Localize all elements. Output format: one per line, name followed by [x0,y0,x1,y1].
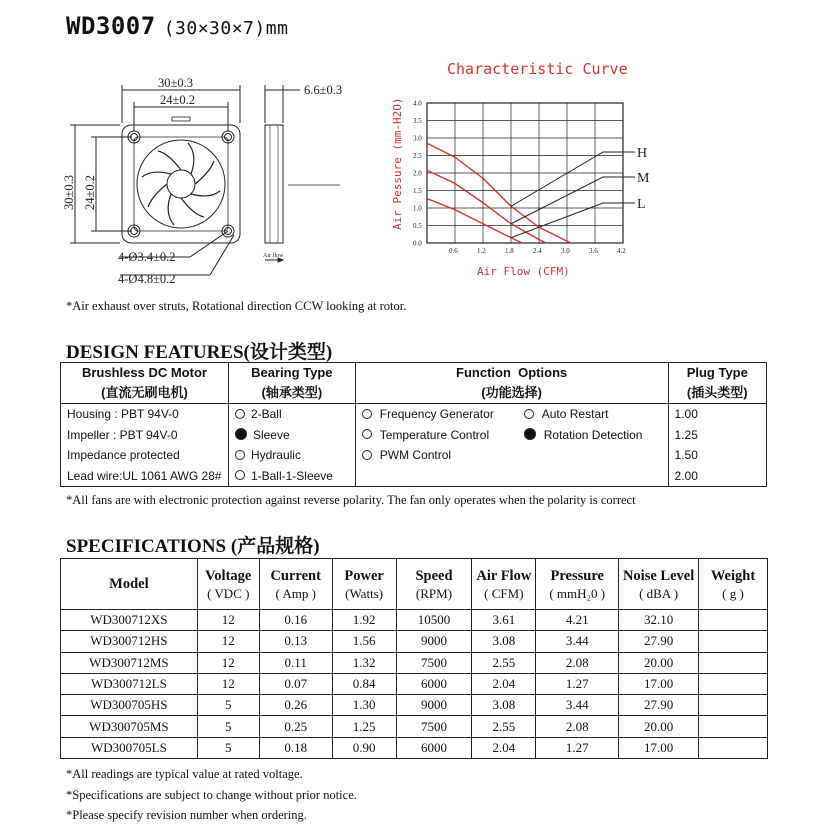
model-cell: WD300712XS [61,610,198,631]
footer-note: *All readings are typical value at rated voltage. [66,767,303,781]
x-tick-label: 3.0 [561,247,570,255]
table-row [61,610,768,631]
legend-label-h: H [637,146,648,161]
model-cell: WD300705LS [61,737,198,758]
x-tick-label: 0.6 [449,247,458,255]
spec-value-cell: 0.84 [332,673,396,694]
radio-icon [362,409,372,419]
dim-hole-small: 4-Ø3.4±0.2 [118,250,176,264]
x-tick-label: 2.4 [533,247,542,255]
bearing-option-2-ball[interactable]: 2-Ball [229,404,355,425]
spec-value-cell: 0.16 [259,610,332,631]
spec-value-cell: 7500 [396,652,472,673]
plug-option: 1.00 [674,407,698,421]
spec-value-cell [699,610,768,631]
radio-icon [235,409,245,419]
header-function: Function Options (功能选择) [355,363,668,404]
y-tick-label: 4.0 [413,99,422,108]
spec-value-cell: 1.92 [332,610,396,631]
spec-value-cell [699,695,768,716]
spec-value-cell [699,652,768,673]
function-option-temperature-control[interactable]: Temperature Control [362,425,524,446]
chart-ylabel: Air Pessure (mm-H2O) [391,97,404,230]
x-tick-label: 3.6 [589,247,598,255]
model-name: WD3007 [66,12,156,40]
header-bearing: Bearing Type (轴承类型) [228,363,355,404]
motor-spec-item: Lead wire:UL 1061 AWG 28# [67,468,222,483]
spec-value-cell: 1.27 [536,737,619,758]
exhaust-note: *Air exhaust over struts, Rotational direction CCW looking at rotor. [66,299,407,313]
spec-value-cell: 0.13 [259,631,332,652]
spec-value-cell: 7500 [396,716,472,737]
spec-value-cell: 0.18 [259,737,332,758]
table-row [61,631,768,652]
y-tick-label: 0.5 [413,222,422,230]
y-tick-label: 1.5 [413,187,422,195]
spec-column-header: Noise Level ( dBA ) [619,559,699,610]
spec-value-cell: 9000 [396,695,472,716]
spec-value-cell: 9000 [396,631,472,652]
spec-value-cell: 12 [197,610,259,631]
y-tick-label: 2.5 [413,152,422,160]
legend-label-m: M [637,171,650,186]
spec-value-cell: 0.07 [259,673,332,694]
motor-spec-item: Impeller : PBT 94V-0 [67,427,178,442]
spec-column-header: Voltage ( VDC ) [197,559,259,610]
y-tick-label: 2.0 [413,169,422,178]
spec-value-cell: 27.90 [619,695,699,716]
spec-value-cell: 32.10 [619,610,699,631]
x-tick-label: 4.2 [617,247,626,255]
y-tick-label: 3.5 [413,117,422,125]
model-cell: WD300705MS [61,716,198,737]
dim-height-holes: 24±0.2 [83,175,97,210]
design-header-row [61,363,767,404]
table-row [61,673,768,694]
function-option-frequency-generator[interactable]: Frequency Generator [362,404,524,425]
spec-value-cell: 0.90 [332,737,396,758]
design-features-table [60,362,767,487]
spec-value-cell: 0.25 [259,716,332,737]
spec-value-cell: 20.00 [619,716,699,737]
spec-value-cell: 3.61 [472,610,536,631]
spec-value-cell: 2.08 [536,652,619,673]
footer-note: *Specifications are subject to change without prior notice. [66,787,357,802]
specifications-table [60,558,768,759]
specifications-heading: SPECIFICATIONS (产品规格) [66,536,320,557]
polarity-note: *All fans are with electronic protection against reverse polarity. The fan only operates when the polarity is correct [66,493,636,507]
spec-column-header: Air Flow ( CFM) [472,559,536,610]
chart-xlabel: Air Flow (CFM) [477,265,570,278]
model-cell: WD300705HS [61,695,198,716]
spec-value-cell: 0.26 [259,695,332,716]
spec-value-cell [699,631,768,652]
design-features-heading: DESIGN FEATURES(设计类型) [66,342,333,363]
motor-spec-item: Housing : PBT 94V-0 [67,407,179,421]
y-tick-label: 0.0 [413,239,422,248]
spec-column-header: Model [61,559,198,610]
legend-leader-m [511,177,635,224]
spec-value-cell: 10500 [396,610,472,631]
spec-value-cell: 2.55 [472,652,536,673]
series-line-h [427,143,571,243]
dim-width-holes: 24±0.2 [160,93,195,107]
legend-leader-h [511,152,635,206]
spec-value-cell: 1.25 [332,716,396,737]
spec-value-cell: 1.32 [332,652,396,673]
model-cell: WD300712HS [61,631,198,652]
function-option-rotation-detection[interactable]: Rotation Detection [524,428,643,442]
spec-value-cell: 17.00 [619,673,699,694]
header-motor: Brushless DC Motor (直流无刷电机) [61,363,229,404]
spec-value-cell: 3.08 [472,631,536,652]
footer-note: *Please specify revision number when ordering. [66,808,307,822]
motor-specs [61,404,229,487]
radio-selected-icon [524,428,536,440]
table-row [61,716,768,737]
bearing-option-1-ball-1-sleeve[interactable]: 1-Ball-1-Sleeve [229,466,355,487]
plug-option: 2.00 [674,468,698,483]
y-tick-label: 1.0 [413,204,422,213]
function-option-pwm-control[interactable]: PWM Control [362,448,451,462]
radio-icon [524,409,534,419]
spec-column-header: Weight ( g ) [699,559,768,610]
spec-value-cell: 3.08 [472,695,536,716]
spec-value-cell [699,737,768,758]
mechanical-drawing [60,75,380,290]
spec-value-cell: 12 [197,631,259,652]
spec-value-cell: 2.08 [536,716,619,737]
air-flow-label: Air flow [263,253,284,259]
spec-header-row [61,559,768,610]
function-option-auto-restart[interactable]: Auto Restart [524,407,609,421]
dim-hole-large: 4-Ø4.8±0.2 [118,272,176,286]
spec-value-cell: 17.00 [619,737,699,758]
spec-value-cell: 0.11 [259,652,332,673]
model-cell: WD300712MS [61,652,198,673]
footer-notes [66,764,357,826]
spec-value-cell: 27.90 [619,631,699,652]
fan-hub [167,170,195,198]
plug-option: 1.25 [674,427,698,442]
dim-thickness: 6.6±0.3 [304,83,343,97]
legend-label-l: L [637,197,646,212]
function-options [355,404,668,487]
table-row [61,737,768,758]
model-cell: WD300712LS [61,673,198,694]
spec-column-header: Pressure ( mmH₂0 ) [536,559,619,610]
spec-value-cell: 1.56 [332,631,396,652]
spec-value-cell: 2.55 [472,716,536,737]
plug-option: 1.50 [674,448,698,462]
spec-value-cell: 3.44 [536,631,619,652]
header-plug: Plug Type (插头类型) [668,363,766,404]
chart-grid [427,103,623,243]
table-row [61,695,768,716]
radio-icon [235,450,245,460]
spec-column-header: Current ( Amp ) [259,559,332,610]
spec-value-cell [699,673,768,694]
spec-value-cell: 1.27 [536,673,619,694]
plug-options [668,404,766,487]
radio-selected-icon [235,428,247,440]
characteristic-chart [385,55,660,287]
spec-column-header: Speed (RPM) [396,559,472,610]
table-row [61,652,768,673]
motor-spec-item: Impedance protected [67,448,180,462]
spec-value-cell: 2.04 [472,737,536,758]
radio-icon [235,470,245,480]
bearing-options [228,404,355,487]
spec-value-cell [699,716,768,737]
chart-title: Characteristic Curve [447,60,628,78]
spec-value-cell: 6000 [396,737,472,758]
spec-value-cell: 4.21 [536,610,619,631]
model-dimensions: (30×30×7)mm [163,18,289,39]
radio-icon [362,429,372,439]
dim-width-outer: 30±0.3 [158,76,193,90]
spec-value-cell: 5 [197,695,259,716]
spec-column-header: Power (Watts) [332,559,396,610]
spec-value-cell: 5 [197,737,259,758]
spec-value-cell: 20.00 [619,652,699,673]
spec-value-cell: 3.44 [536,695,619,716]
radio-icon [362,450,372,460]
spec-value-cell: 6000 [396,673,472,694]
page-title [66,12,288,40]
spec-value-cell: 12 [197,673,259,694]
spec-value-cell: 1.30 [332,695,396,716]
spec-value-cell: 2.04 [472,673,536,694]
spec-value-cell: 5 [197,716,259,737]
y-tick-label: 3.0 [413,134,422,143]
x-tick-label: 1.8 [505,247,514,255]
x-tick-label: 1.2 [477,247,486,255]
dim-height-outer: 30±0.3 [62,175,76,210]
bearing-option-sleeve[interactable]: Sleeve [229,425,355,446]
spec-value-cell: 12 [197,652,259,673]
bearing-option-hydraulic[interactable]: Hydraulic [229,445,355,466]
